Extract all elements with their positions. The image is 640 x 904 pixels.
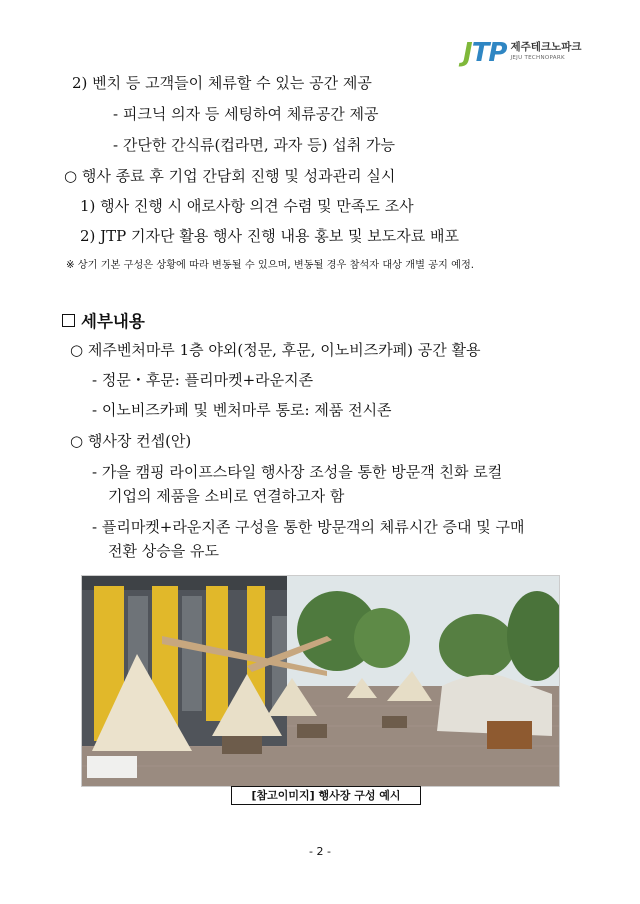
text-line: - 피크닉 의자 등 세팅하여 체류공간 제공 — [113, 105, 379, 123]
jtp-logo — [463, 40, 582, 66]
text-line: - 간단한 간식류(컵라면, 과자 등) 섭취 가능 — [113, 136, 395, 154]
footnote: ※ 상기 기본 구성은 상황에 따라 변동될 수 있으며, 변동될 경우 참석자 대상 개별 공지 예정. — [66, 260, 475, 271]
detail-line: - 플리마켓+라운지존 구성을 통한 방문객의 체류시간 증대 및 구매 — [92, 518, 525, 536]
detail-line: 기업의 제품을 소비로 연결하고자 함 — [108, 487, 345, 505]
detail-line: ○ 행사장 컨셉(안) — [70, 432, 192, 450]
page-number: - 2 - — [309, 845, 331, 858]
detail-line: ○ 제주벤처마루 1층 야외(정문, 후문, 이노비즈카페) 공간 활용 — [70, 341, 481, 359]
section-title: 세부내용 — [81, 312, 145, 331]
text-line: 2) 벤치 등 고객들이 체류할 수 있는 공간 제공 — [72, 74, 372, 92]
section-heading — [62, 308, 145, 332]
text-line: ○ 행사 종료 후 기업 간담회 진행 및 성과관리 실시 — [64, 167, 396, 185]
text-line: 1) 행사 진행 시 애로사항 의견 수렴 및 만족도 조사 — [80, 197, 414, 215]
detail-line: 전환 상승을 유도 — [108, 542, 219, 560]
logo-korean-name: 제주테크노파크 — [510, 41, 582, 53]
detail-line: - 이노비즈카페 및 벤처마루 통로: 제품 전시존 — [92, 401, 392, 419]
text-line: 2) JTP 기자단 활용 행사 진행 내용 홍보 및 보도자료 배포 — [80, 227, 459, 245]
logo-english-name: JEJU TECHNOPARK — [510, 54, 565, 61]
logo-text — [510, 42, 581, 61]
detail-line: - 가을 캠핑 라이프스타일 행사장 조성을 통한 방문객 친화 로컬 — [92, 463, 503, 481]
logo-mark: JTP — [463, 38, 507, 68]
detail-line: - 정문・후문: 플리마켓+라운지존 — [92, 371, 314, 389]
photo-caption: [참고이미지] 행사장 구성 예시 — [231, 786, 421, 805]
campsite-illustration — [82, 576, 559, 786]
checkbox-square-icon — [62, 314, 75, 327]
reference-photo — [81, 575, 560, 787]
